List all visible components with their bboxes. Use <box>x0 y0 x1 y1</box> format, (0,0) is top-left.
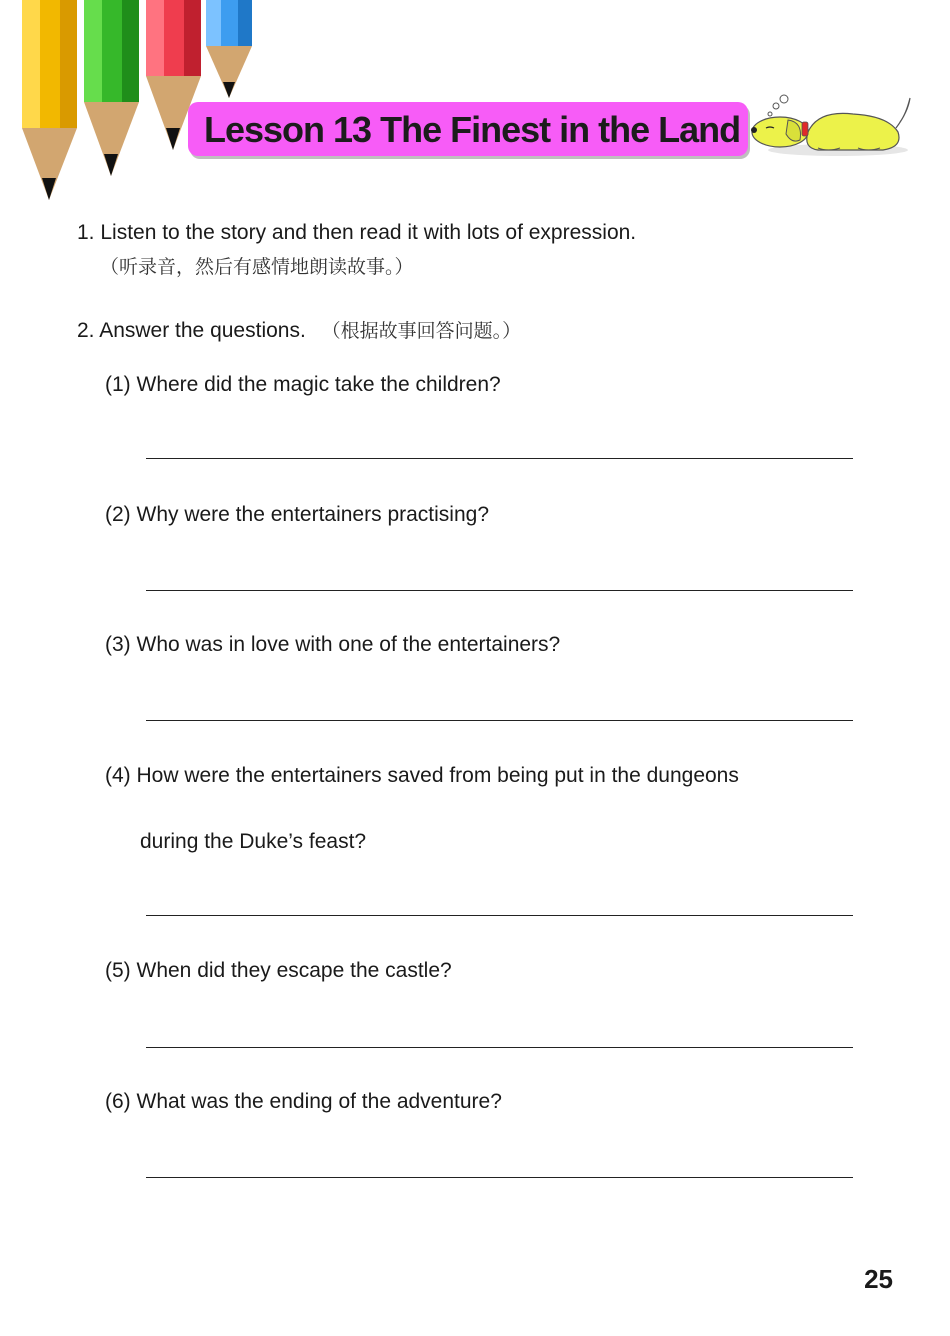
instruction-2 <box>77 317 521 345</box>
question-3: (3) Who was in love with one of the entertainers? <box>105 633 561 656</box>
question-1: (1) Where did the magic take the children? <box>105 373 501 396</box>
answer-line-5[interactable] <box>146 1047 853 1048</box>
question-4: (4) How were the entertainers saved from being put in the dungeons <box>105 764 739 787</box>
answer-line-1[interactable] <box>146 458 853 459</box>
answer-line-4[interactable] <box>146 915 853 916</box>
instruction-2-english: 2. Answer the questions. <box>77 319 306 342</box>
question-4-continued: during the Duke’s feast? <box>140 830 367 853</box>
answer-line-2[interactable] <box>146 590 853 591</box>
sleeping-dog-icon <box>748 92 918 162</box>
instruction-2-chinese: （根据故事回答问题。） <box>321 320 522 342</box>
answer-line-3[interactable] <box>146 720 853 721</box>
pencil-icon <box>84 0 139 176</box>
instruction-1-chinese: （听录音，然后有感情地朗读故事。） <box>100 256 414 278</box>
lesson-title: Lesson 13 The Finest in the Land <box>204 109 741 150</box>
question-6: (6) What was the ending of the adventure? <box>105 1090 502 1113</box>
pencil-icon <box>206 0 252 98</box>
page-number: 25 <box>864 1264 893 1294</box>
pencil-icon <box>22 0 77 200</box>
instruction-1: 1. Listen to the story and then read it with lots of expression. <box>77 221 637 244</box>
answer-line-6[interactable] <box>146 1177 853 1178</box>
question-5: (5) When did they escape the castle? <box>105 959 452 982</box>
question-2: (2) Why were the entertainers practising? <box>105 503 489 526</box>
